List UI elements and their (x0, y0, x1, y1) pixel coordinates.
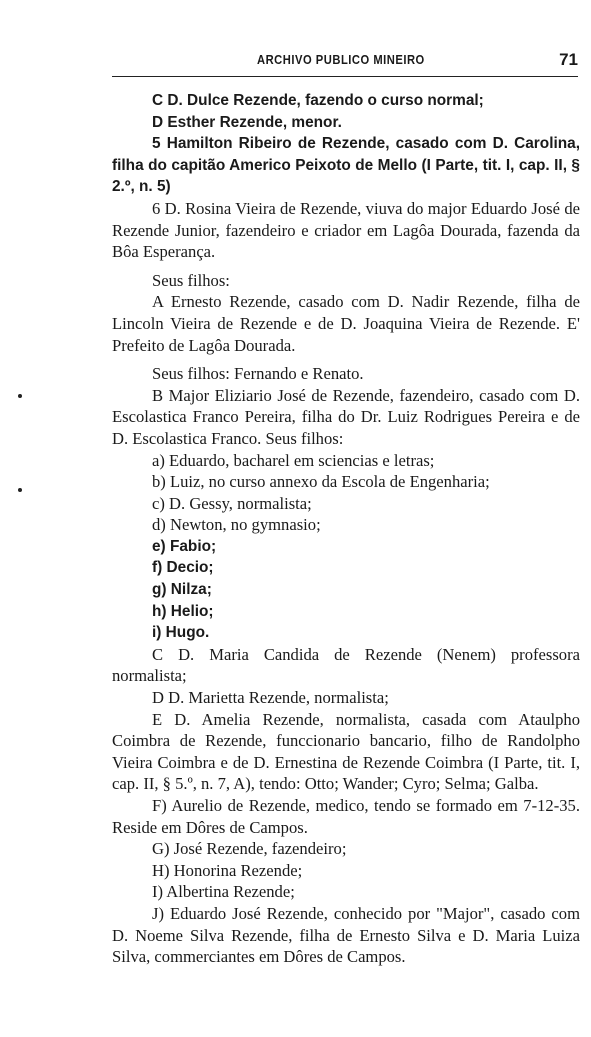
paragraph: Seus filhos: Fernando e Renato. (152, 364, 364, 384)
paragraph: D Esther Rezende, menor. (152, 113, 342, 131)
list-item: h) Helio; (152, 602, 214, 620)
paragraph: D D. Marietta Rezende, normalista; (152, 688, 389, 708)
list-item: a) Eduardo, bacharel em sciencias e letras; (152, 450, 435, 470)
paragraph: B Major Eliziario José de Rezende, fazendeiro, casado com D. Escolastica Franco Pereira, filha do Dr. Luiz Rodrigues Pereira e de D. Escolastica Franco. Seus filhos: (112, 385, 580, 448)
header-rule (112, 76, 578, 77)
paragraph: 5 Hamilton Ribeiro de Rezende, casado com D. Carolina, filha do capitão Americo Peixoto de Mello (I Parte, tit. I, cap. II, § 2.º, n. 5) (112, 135, 580, 196)
header-title: ARCHIVO PUBLICO MINEIRO (257, 52, 425, 67)
paragraph: C D. Maria Candida de Rezende (Nenem) professora normalista; (112, 644, 580, 686)
paragraph: F) Aurelio de Rezende, medico, tendo se formado em 7-12-35. Reside em Dôres de Campos. (112, 796, 580, 837)
paragraph: C D. Dulce Rezende, fazendo o curso normal; (152, 92, 484, 109)
list-item: b) Luiz, no curso annexo da Escola de Engenharia; (152, 472, 490, 492)
margin-mark (18, 488, 22, 492)
paragraph: I) Albertina Rezende; (152, 882, 295, 902)
paragraph: A Ernesto Rezende, casado com D. Nadir Rezende, filha de Lincoln Vieira de Rezende e de D. Joaquina Vieira de Rezende. E' Prefeito de Lagôa Dourada. (112, 292, 580, 355)
paragraph: H) Honorina Rezende; (152, 860, 303, 880)
body-text (112, 90, 580, 968)
paragraph: J) Eduardo José Rezende, conhecido por "Major", casado com D. Noeme Silva Rezende, filha de Ernesto Silva e D. Maria Luiza Silva, commerciantes em Dôres de Campos. (112, 903, 580, 967)
paragraph: Seus filhos: (152, 270, 230, 290)
list-item: c) D. Gessy, normalista; (152, 493, 312, 513)
list-item: g) Nilza; (152, 581, 212, 599)
list-item: d) Newton, no gymnasio; (152, 515, 321, 535)
children-list (112, 450, 580, 644)
list-item: i) Hugo. (152, 624, 210, 642)
list-item: f) Decio; (152, 559, 214, 577)
paragraph: E D. Amelia Rezende, normalista, casada com Ataulpho Coimbra de Rezende, funccionario bancario, filho de Randolpho Vieira Coimbra e de D. Ernestina de Rezende Coimbra (I Parte, tit. I, cap. II, § 5.º, n. 7, A), tendo: Otto; Wander; Cyro; Selma; Galba. (112, 709, 580, 794)
running-header (112, 52, 580, 74)
list-item: e) Fabio; (152, 537, 217, 555)
paragraph: G) José Rezende, fazendeiro; (152, 839, 347, 859)
paragraph: 6 D. Rosina Vieira de Rezende, viuva do major Eduardo José de Rezende Junior, fazendeiro e criador em Lagôa Dourada, fazenda da Bôa Esperança. (112, 198, 580, 262)
margin-mark (18, 394, 22, 398)
page-number: 71 (559, 50, 578, 69)
